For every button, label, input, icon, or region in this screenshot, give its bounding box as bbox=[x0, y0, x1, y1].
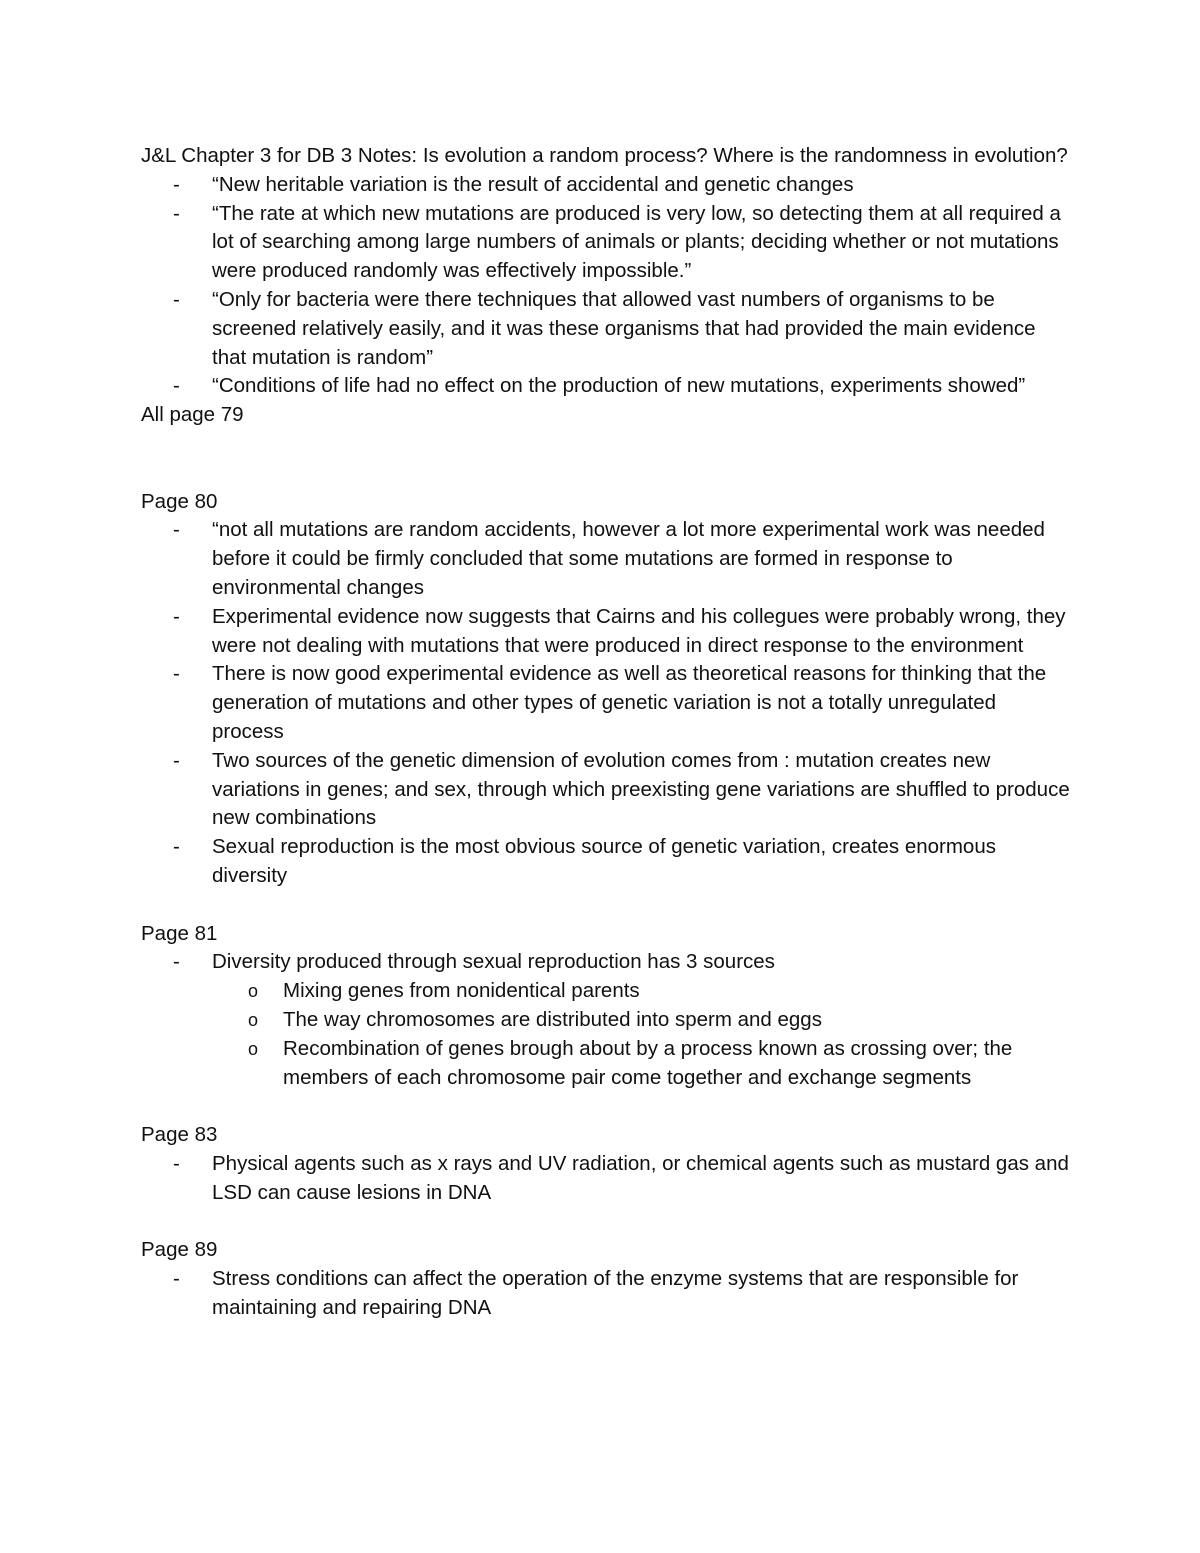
list-item-text: “New heritable variation is the result of accidental and genetic changes bbox=[212, 172, 854, 196]
intro-section bbox=[141, 142, 1071, 430]
page-89-section bbox=[141, 1236, 1071, 1322]
sub-list-item bbox=[212, 1006, 1071, 1035]
list-item-text: Sexual reproduction is the most obvious source of genetic variation, creates enormous diversity bbox=[212, 835, 996, 887]
list-item bbox=[141, 833, 1071, 891]
intro-list bbox=[141, 171, 1071, 401]
list-item bbox=[141, 1265, 1071, 1323]
list-item bbox=[141, 948, 1071, 1092]
list-item bbox=[141, 516, 1071, 602]
section-heading: Page 81 bbox=[141, 921, 218, 945]
list-item bbox=[141, 603, 1071, 661]
dash-bullet: - bbox=[173, 604, 180, 628]
page-80-list bbox=[141, 516, 1071, 890]
list-item-text: Stress conditions can affect the operation of the enzyme systems that are responsible for maintaining and repairing DNA bbox=[212, 1267, 1019, 1319]
sub-list bbox=[212, 977, 1071, 1092]
list-item-text: “Only for bacteria were there techniques that allowed vast numbers of organisms to be screened relatively easily, and it was these organisms that had provided the main evidence that mutation is random” bbox=[212, 287, 1036, 369]
dash-bullet: - bbox=[173, 172, 180, 196]
circle-bullet: o bbox=[248, 1009, 259, 1030]
dash-bullet: - bbox=[173, 835, 180, 859]
intro-footer: All page 79 bbox=[141, 403, 244, 427]
list-item bbox=[141, 200, 1071, 286]
list-item-text: There is now good experimental evidence as well as theoretical reasons for thinking that the generation of mutations and other types of genetic variation is not a totally unregulated process bbox=[212, 662, 1047, 743]
page-89-list bbox=[141, 1265, 1071, 1323]
sub-list-item bbox=[212, 1035, 1071, 1093]
page-80-section bbox=[141, 488, 1071, 891]
list-item-text: Diversity produced through sexual reproduction has 3 sources bbox=[212, 950, 775, 974]
dash-bullet: - bbox=[173, 201, 180, 225]
document-content bbox=[141, 142, 1071, 1323]
list-item-text: “Conditions of life had no effect on the production of new mutations, experiments showed” bbox=[212, 374, 1026, 398]
list-item bbox=[141, 171, 1071, 200]
list-item-text: Two sources of the genetic dimension of evolution comes from : mutation creates new variations in genes; and sex, through which preexisting gene variations are shuffled to produce new combinations bbox=[212, 748, 1070, 830]
list-item bbox=[141, 286, 1071, 372]
section-heading: Page 80 bbox=[141, 489, 218, 513]
section-heading: Page 89 bbox=[141, 1238, 218, 1262]
list-item-text: Physical agents such as x rays and UV radiation, or chemical agents such as mustard gas and LSD can cause lesions in DNA bbox=[212, 1151, 1069, 1204]
dash-bullet: - bbox=[173, 287, 180, 311]
spacer bbox=[141, 430, 1071, 488]
dash-bullet: - bbox=[173, 518, 180, 542]
page-83-section bbox=[141, 1121, 1071, 1207]
sub-list-item bbox=[212, 977, 1071, 1006]
list-item bbox=[141, 1150, 1071, 1208]
spacer bbox=[141, 1207, 1071, 1236]
notes-title: J&L Chapter 3 for DB 3 Notes: Is evolution a random process? Where is the randomness in evolution? bbox=[141, 144, 1068, 167]
circle-bullet: o bbox=[248, 981, 259, 1002]
page-81-list bbox=[141, 948, 1071, 1092]
sub-list-item-text: Mixing genes from nonidentical parents bbox=[283, 979, 640, 1003]
page-81-section bbox=[141, 920, 1071, 1093]
sub-list-item-text: The way chromosomes are distributed into sperm and eggs bbox=[283, 1007, 822, 1031]
dash-bullet: - bbox=[173, 374, 180, 398]
list-item-text: “not all mutations are random accidents, however a lot more experimental work was needed before it could be firmly concluded that some mutations are formed in response to environmental changes bbox=[212, 518, 1045, 599]
list-item bbox=[141, 660, 1071, 746]
dash-bullet: - bbox=[173, 748, 180, 772]
dash-bullet: - bbox=[173, 662, 180, 686]
dash-bullet: - bbox=[173, 950, 180, 974]
sub-list-item-text: Recombination of genes brough about by a process known as crossing over; the members of each chromosome pair come together and exchange segments bbox=[283, 1036, 1013, 1089]
dash-bullet: - bbox=[173, 1151, 180, 1175]
list-item-text: “The rate at which new mutations are produced is very low, so detecting them at all required a lot of searching among large numbers of animals or plants; deciding whether or not mutations were produced randomly was effectively impossible.” bbox=[212, 201, 1061, 283]
dash-bullet: - bbox=[173, 1267, 180, 1291]
spacer bbox=[141, 1092, 1071, 1121]
spacer bbox=[141, 891, 1071, 920]
page-83-list bbox=[141, 1150, 1071, 1208]
circle-bullet: o bbox=[248, 1038, 259, 1059]
section-heading: Page 83 bbox=[141, 1123, 218, 1147]
list-item bbox=[141, 747, 1071, 833]
list-item bbox=[141, 372, 1071, 401]
list-item-text: Experimental evidence now suggests that Cairns and his collegues were probably wrong, they were not dealing with mutations that were produced in direct response to the environment bbox=[212, 604, 1066, 657]
